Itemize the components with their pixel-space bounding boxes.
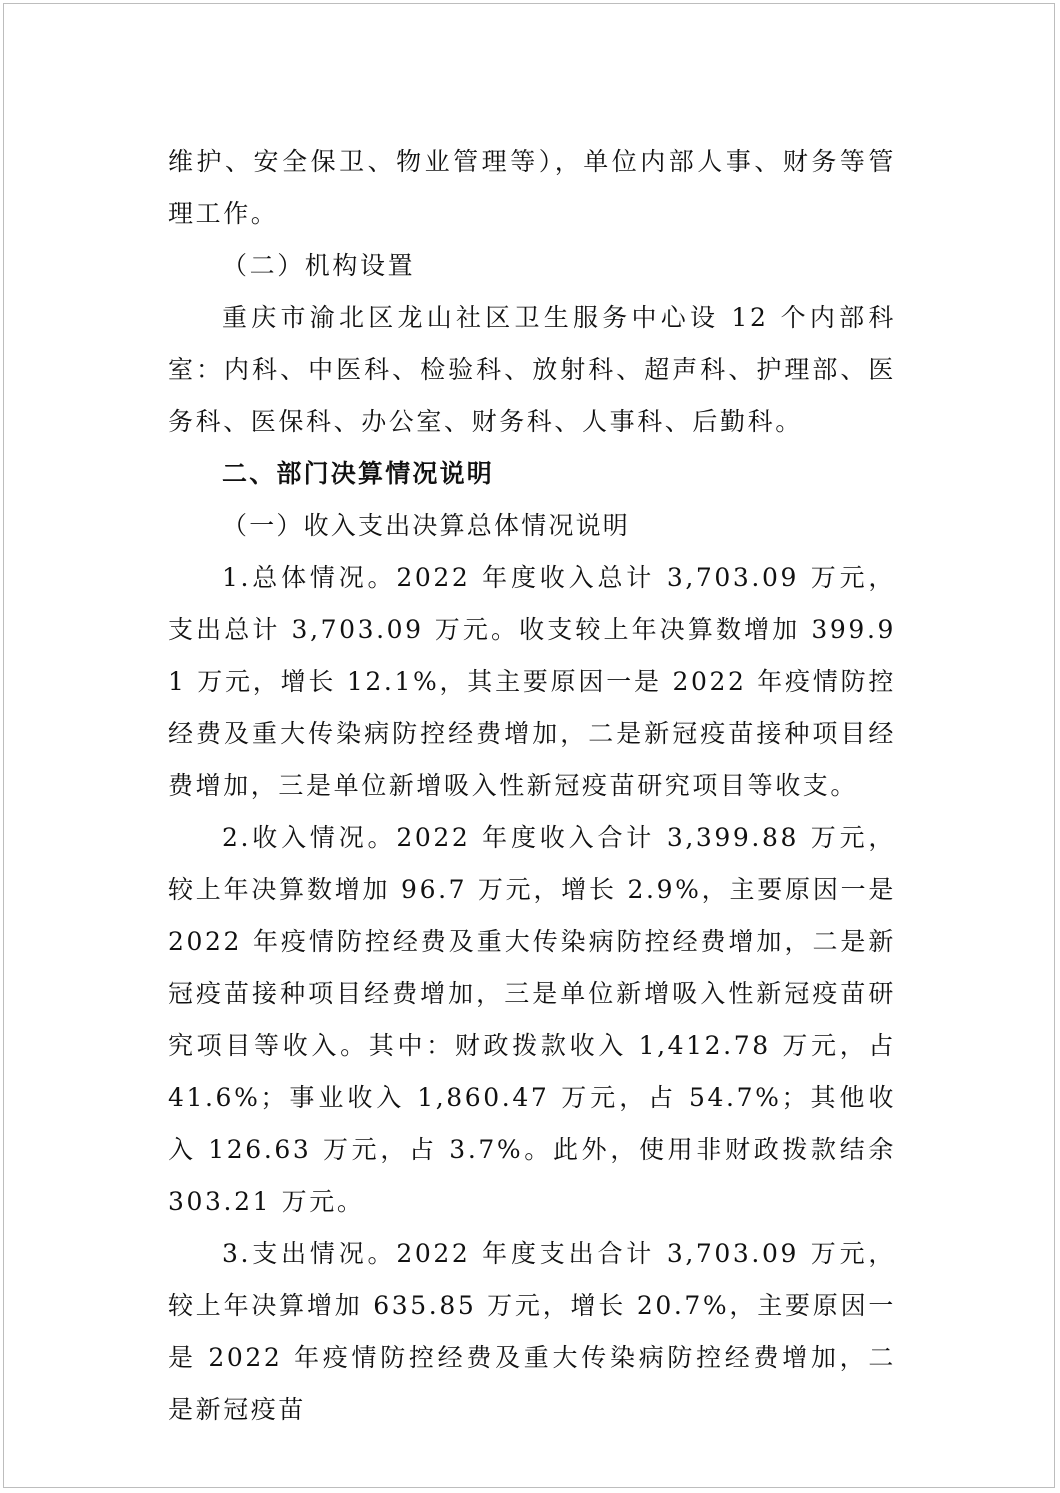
section-heading-final-accounts: 二、部门决算情况说明: [222, 459, 495, 488]
document-body: [168, 136, 896, 1436]
subsection-heading-overall: （一）收入支出决算总体情况说明: [222, 511, 631, 540]
paragraph-departments: 重庆市渝北区龙山社区卫生服务中心设 12 个内部科室：内科、中医科、检验科、放射科、超声科、护理部、医务科、医保科、办公室、财务科、人事科、后勤科。: [168, 303, 896, 436]
paragraph-income-situation: 2.收入情况。2022 年度收入合计 3,399.88 万元，较上年决算数增加 96.7 万元，增长 2.9%，主要原因一是 2022 年疫情防控经费及重大传染病防控经费增加，二是新冠疫苗接种项目经费增加，三是单位新增吸入性新冠疫苗研究项目等收入。其中：财政拨款收入 1,412.78 万元，占 41.6%；事业收入 1,860.47 万元，占 54.7%；其他收入 126.63 万元，占 3.7%。此外，使用非财政拨款结余 303.21 万元。: [168, 823, 896, 1216]
paragraph-expenditure-situation: 3.支出情况。2022 年度支出合计 3,703.09 万元，较上年决算增加 635.85 万元，增长 20.7%，主要原因一是 2022 年疫情防控经费及重大传染病防控经费增加，二是新冠疫苗: [168, 1239, 896, 1424]
paragraph-duty-continuation: 维护、安全保卫、物业管理等），单位内部人事、财务等管理工作。: [168, 147, 896, 228]
section-heading-organization: （二）机构设置: [222, 251, 416, 280]
paragraph-overall-situation: 1.总体情况。2022 年度收入总计 3,703.09 万元，支出总计 3,703.09 万元。收支较上年决算数增加 399.91 万元，增长 12.1%，其主要原因一是 2022 年疫情防控经费及重大传染病防控经费增加，二是新冠疫苗接种项目经费增加，三是单位新增吸入性新冠疫苗研究项目等收支。: [168, 563, 896, 800]
